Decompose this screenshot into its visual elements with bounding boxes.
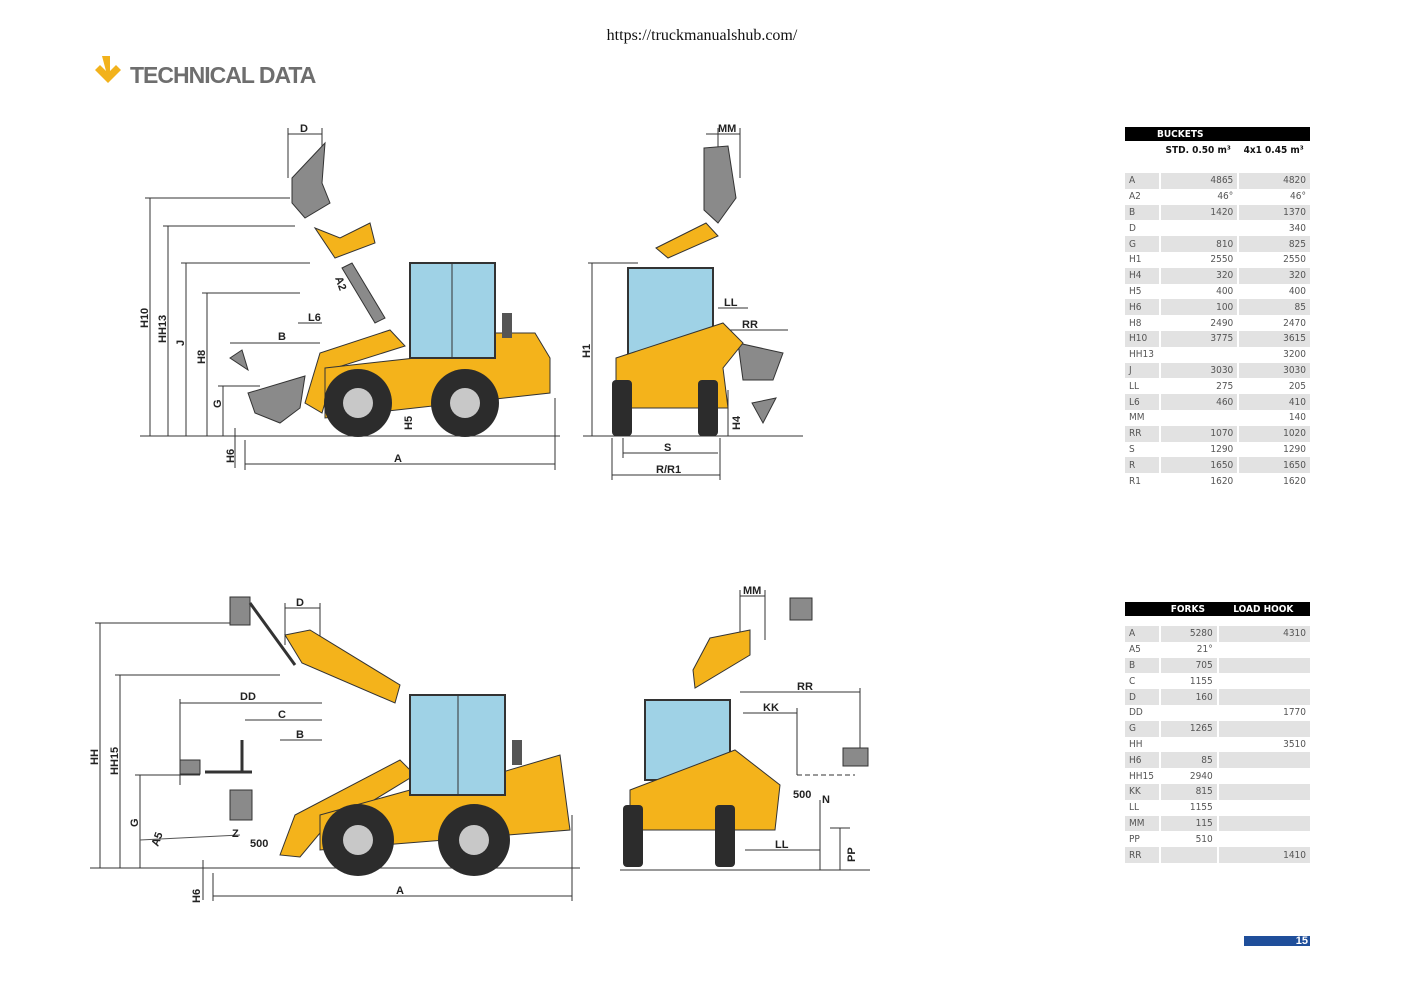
- buckets-table-row-key: S: [1125, 442, 1159, 458]
- buckets-table-row-key: H6: [1125, 299, 1159, 315]
- buckets-table-row-value: 3200: [1237, 347, 1310, 363]
- buckets-table-row-value: 46°: [1237, 189, 1310, 205]
- buckets-table-row-value: 4865: [1159, 173, 1237, 189]
- forks-table-row-key: HH15: [1125, 768, 1159, 784]
- buckets-table-row-value: 2550: [1159, 252, 1237, 268]
- forks-table-row-value: [1217, 800, 1310, 816]
- buckets-table-row: [1125, 268, 1310, 284]
- buckets-table-row-value: 400: [1237, 284, 1310, 300]
- forks-table-row: [1125, 831, 1310, 847]
- buckets-table-row: [1125, 205, 1310, 221]
- buckets-table-row-value: 825: [1237, 236, 1310, 252]
- forks-table-row: [1125, 705, 1310, 721]
- forks-table-row-value: 510: [1159, 831, 1217, 847]
- dim-label-500: 500: [793, 789, 812, 801]
- forks-table-row-value: 3510: [1217, 737, 1310, 753]
- forks-side-view-diagram: [80, 585, 590, 915]
- dim-label-N: N: [822, 794, 830, 806]
- dim-label-C: C: [278, 709, 286, 721]
- buckets-table-row-value: 1370: [1237, 205, 1310, 221]
- buckets-table-row: [1125, 189, 1310, 205]
- buckets-table-row-value: 340: [1237, 220, 1310, 236]
- forks-table-row-key: H6: [1125, 752, 1159, 768]
- dim-label-KK: KK: [763, 702, 779, 714]
- dim-label-MM: MM: [743, 585, 762, 597]
- dim-label-H4: H4: [731, 415, 743, 430]
- buckets-table-row: [1125, 378, 1310, 394]
- forks-table-row-value: 115: [1159, 816, 1217, 832]
- buckets-table-row-key: H4: [1125, 268, 1159, 284]
- forks-table-row-value: 1155: [1159, 800, 1217, 816]
- forks-table-row-key: MM: [1125, 816, 1159, 832]
- buckets-table-row-key: A2: [1125, 189, 1159, 205]
- buckets-table-row-value: 3030: [1159, 363, 1237, 379]
- dim-label-R-R1: R/R1: [656, 464, 682, 476]
- forks-table-row-value: [1217, 689, 1310, 705]
- forks-table-row: [1125, 816, 1310, 832]
- buckets-table-row: [1125, 442, 1310, 458]
- dim-label-HH15: HH15: [109, 746, 121, 775]
- dim-label-A: A: [396, 885, 404, 897]
- buckets-table-row-value: 400: [1159, 284, 1237, 300]
- dim-label-H1: H1: [581, 343, 593, 358]
- forks-table-row: [1125, 689, 1310, 705]
- buckets-table-row: [1125, 347, 1310, 363]
- buckets-spec-table: [1125, 127, 1310, 489]
- forks-table-row-key: G: [1125, 721, 1159, 737]
- forks-table-row-value: [1217, 752, 1310, 768]
- buckets-table-row-value: 1070: [1159, 426, 1237, 442]
- dim-label-A2: A2: [332, 274, 349, 293]
- dim-label-RR: RR: [797, 681, 813, 693]
- dim-label-LL: LL: [775, 839, 789, 851]
- buckets-table-row-value: 3775: [1159, 331, 1237, 347]
- forks-table-row-value: 1410: [1217, 847, 1310, 863]
- forks-col-load-hook: LOAD HOOK: [1217, 602, 1310, 616]
- buckets-table-row-value: 1620: [1237, 473, 1310, 489]
- forks-table-row-key: B: [1125, 658, 1159, 674]
- buckets-table-row-value: 320: [1237, 268, 1310, 284]
- buckets-table-row-key: R: [1125, 457, 1159, 473]
- forks-table-row: [1125, 642, 1310, 658]
- dim-label-H6: H6: [191, 888, 203, 903]
- forks-table-row-value: [1217, 673, 1310, 689]
- buckets-table-row-key: RR: [1125, 426, 1159, 442]
- forks-table-row-value: 1770: [1217, 705, 1310, 721]
- forks-table-row-key: HH: [1125, 737, 1159, 753]
- buckets-table-row-key: D: [1125, 220, 1159, 236]
- buckets-table-row-value: 410: [1237, 394, 1310, 410]
- buckets-table-row: [1125, 394, 1310, 410]
- buckets-table-row-key: H10: [1125, 331, 1159, 347]
- page-number: 15: [1295, 935, 1308, 947]
- dim-label-D: D: [296, 597, 304, 609]
- dim-label-B: B: [296, 729, 304, 741]
- forks-table-row: [1125, 626, 1310, 642]
- forks-table-row-value: [1217, 642, 1310, 658]
- buckets-table-row-value: 1420: [1159, 205, 1237, 221]
- dim-label-DD: DD: [240, 691, 256, 703]
- buckets-table-row-value: 140: [1237, 410, 1310, 426]
- source-url[interactable]: https://truckmanualshub.com/: [606, 27, 798, 44]
- forks-table-row-value: 1265: [1159, 721, 1217, 737]
- dim-label-A5: A5: [149, 830, 166, 849]
- forks-front-view-diagram: [615, 580, 877, 880]
- forks-table-row-key: A5: [1125, 642, 1159, 658]
- buckets-table-row-value: 100: [1159, 299, 1237, 315]
- forks-table-row-key: A: [1125, 626, 1159, 642]
- forks-table-row-value: 5280: [1159, 626, 1217, 642]
- forks-table-row: [1125, 784, 1310, 800]
- buckets-table-row-key: LL: [1125, 378, 1159, 394]
- forks-table-row-value: [1217, 721, 1310, 737]
- buckets-table-row-key: J: [1125, 363, 1159, 379]
- buckets-table-row: [1125, 252, 1310, 268]
- buckets-table-row-value: 810: [1159, 236, 1237, 252]
- dim-label-D: D: [300, 123, 308, 135]
- buckets-table-row: [1125, 284, 1310, 300]
- buckets-table-row: [1125, 363, 1310, 379]
- page-number-tab: [1244, 936, 1310, 946]
- forks-table-row-value: 705: [1159, 658, 1217, 674]
- dim-label-HH: HH: [89, 749, 101, 765]
- buckets-table-row-value: [1159, 347, 1237, 363]
- buckets-table-row-value: 205: [1237, 378, 1310, 394]
- forks-table-row-value: 21°: [1159, 642, 1217, 658]
- buckets-table-row: [1125, 173, 1310, 189]
- dim-label-H5: H5: [403, 415, 415, 430]
- forks-table-row-value: [1159, 705, 1217, 721]
- buckets-table-row: [1125, 236, 1310, 252]
- buckets-col-std: STD. 0.50 m³: [1165, 145, 1231, 156]
- buckets-table-row-key: G: [1125, 236, 1159, 252]
- buckets-table-row-key: L6: [1125, 394, 1159, 410]
- buckets-table-row-value: 460: [1159, 394, 1237, 410]
- buckets-table-row-value: [1159, 220, 1237, 236]
- buckets-table-row: [1125, 410, 1310, 426]
- buckets-table-row-key: H8: [1125, 315, 1159, 331]
- forks-table-row-key: DD: [1125, 705, 1159, 721]
- dim-label-G: G: [212, 399, 224, 408]
- buckets-table-row-value: [1159, 410, 1237, 426]
- forks-table-row: [1125, 658, 1310, 674]
- dim-label-B: B: [278, 331, 286, 343]
- buckets-table-row-value: 2550: [1237, 252, 1310, 268]
- buckets-table-title: BUCKETS: [1125, 127, 1310, 141]
- dim-label-PP: PP: [846, 847, 858, 862]
- dim-label-500: 500: [250, 838, 269, 850]
- forks-table-row-key: RR: [1125, 847, 1159, 863]
- forks-table-row-value: 815: [1159, 784, 1217, 800]
- forks-table-row: [1125, 847, 1310, 863]
- forks-table-row-value: 1155: [1159, 673, 1217, 689]
- forks-spec-table: [1125, 602, 1310, 863]
- forks-table-row-value: [1159, 737, 1217, 753]
- buckets-table-row-key: B: [1125, 205, 1159, 221]
- forks-table-row-key: D: [1125, 689, 1159, 705]
- buckets-table-row-value: 3030: [1237, 363, 1310, 379]
- buckets-table-row-key: R1: [1125, 473, 1159, 489]
- buckets-table-row-value: 1290: [1159, 442, 1237, 458]
- buckets-table-row-value: 1620: [1159, 473, 1237, 489]
- buckets-table-row-value: 1020: [1237, 426, 1310, 442]
- buckets-table-row: [1125, 473, 1310, 489]
- buckets-table-row-value: 1650: [1237, 457, 1310, 473]
- heading-title: TECHNICAL DATA: [130, 62, 316, 88]
- buckets-table-row-value: 85: [1237, 299, 1310, 315]
- forks-table-row-value: [1217, 768, 1310, 784]
- forks-table-row-value: [1159, 847, 1217, 863]
- buckets-table-row-key: HH13: [1125, 347, 1159, 363]
- buckets-table-row-value: 320: [1159, 268, 1237, 284]
- buckets-table-row-value: 1650: [1159, 457, 1237, 473]
- buckets-table-row: [1125, 220, 1310, 236]
- forks-table-row: [1125, 721, 1310, 737]
- down-arrow-icon: [92, 56, 122, 86]
- buckets-table-row-key: H5: [1125, 284, 1159, 300]
- forks-table-row-key: LL: [1125, 800, 1159, 816]
- buckets-table-row: [1125, 315, 1310, 331]
- buckets-table-row-value: 2470: [1237, 315, 1310, 331]
- buckets-table-row-value: 2490: [1159, 315, 1237, 331]
- forks-table-row: [1125, 673, 1310, 689]
- dim-label-H10: H10: [139, 307, 151, 328]
- forks-col-forks: FORKS: [1159, 602, 1217, 616]
- forks-table-row-value: [1217, 658, 1310, 674]
- buckets-table-row-value: 1290: [1237, 442, 1310, 458]
- buckets-table-row: [1125, 426, 1310, 442]
- forks-table-row: [1125, 800, 1310, 816]
- dim-label-HH13: HH13: [157, 314, 169, 343]
- dim-label-H8: H8: [196, 349, 208, 364]
- forks-table-row-value: 160: [1159, 689, 1217, 705]
- forks-table-row-key: C: [1125, 673, 1159, 689]
- forks-table-row: [1125, 768, 1310, 784]
- buckets-col-4x1: 4x1 0.45 m³: [1243, 145, 1304, 156]
- dim-label-L6: L6: [308, 312, 321, 324]
- forks-table-row-value: [1217, 816, 1310, 832]
- forks-table-row-value: 2940: [1159, 768, 1217, 784]
- dim-label-MM: MM: [718, 123, 737, 135]
- dim-label-S: S: [664, 442, 672, 454]
- buckets-table-row-value: 46°: [1159, 189, 1237, 205]
- forks-table-row-value: [1217, 784, 1310, 800]
- buckets-table-row-key: MM: [1125, 410, 1159, 426]
- buckets-table-row-key: A: [1125, 173, 1159, 189]
- buckets-table-row: [1125, 331, 1310, 347]
- forks-table-row-value: 4310: [1217, 626, 1310, 642]
- dim-label-H6: H6: [225, 448, 237, 463]
- forks-table-row-key: KK: [1125, 784, 1159, 800]
- forks-table-row-value: 85: [1159, 752, 1217, 768]
- buckets-table-row-key: H1: [1125, 252, 1159, 268]
- dim-label-Z: Z: [232, 828, 239, 840]
- bucket-front-view-diagram: [578, 118, 808, 488]
- buckets-table-row-value: 4820: [1237, 173, 1310, 189]
- dim-label-G: G: [129, 818, 141, 827]
- forks-table-row-value: [1217, 831, 1310, 847]
- buckets-table-row-value: 275: [1159, 378, 1237, 394]
- buckets-table-row: [1125, 299, 1310, 315]
- buckets-table-row-value: 3615: [1237, 331, 1310, 347]
- dim-label-LL: LL: [724, 297, 738, 309]
- dim-label-J: J: [175, 339, 187, 346]
- dim-label-A: A: [394, 453, 402, 465]
- forks-table-row-key: PP: [1125, 831, 1159, 847]
- dim-label-RR: RR: [742, 319, 758, 331]
- forks-table-row: [1125, 737, 1310, 753]
- buckets-table-row: [1125, 457, 1310, 473]
- forks-table-row: [1125, 752, 1310, 768]
- bucket-side-view-diagram: [130, 118, 570, 488]
